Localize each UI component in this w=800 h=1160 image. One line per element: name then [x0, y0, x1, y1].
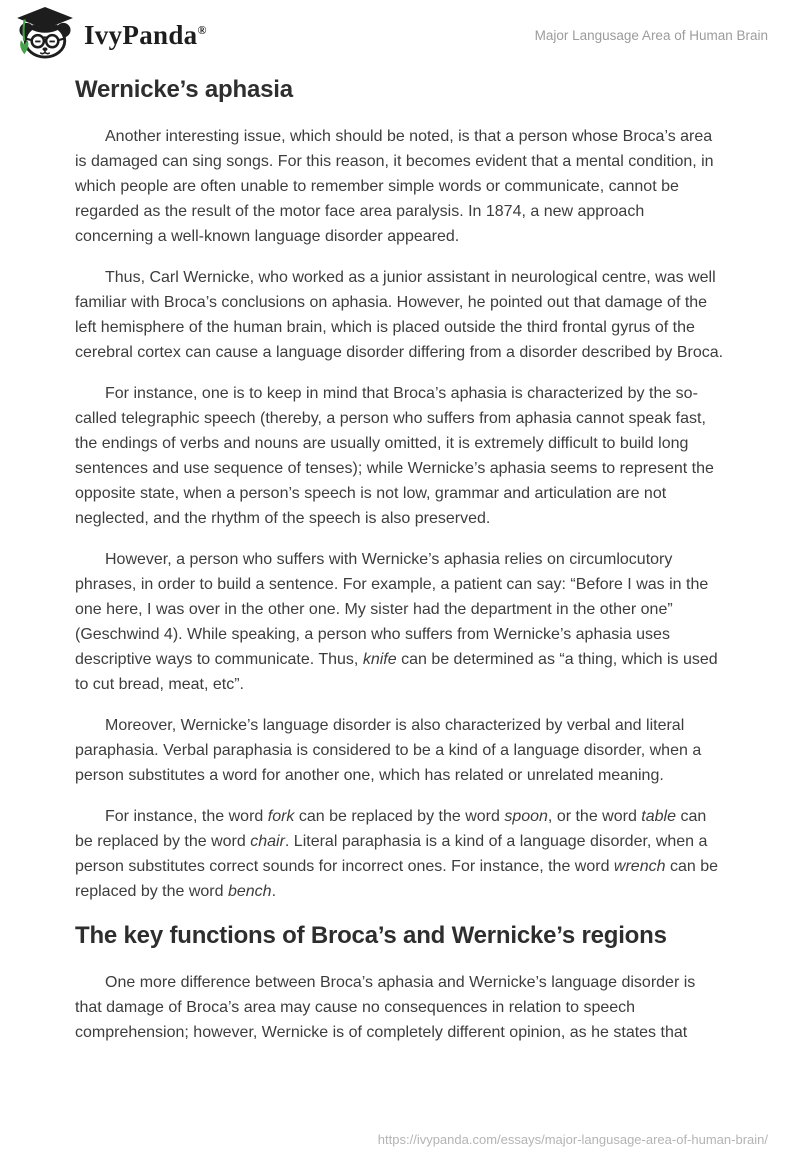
section-heading: Wernicke’s aphasia: [75, 76, 293, 103]
text-run: . Literal paraphasia is a kind of a language disorder, when a person substitutes correct sounds for incorrect ones. For instance, the word: [75, 833, 708, 875]
italic-text-run: wrench: [613, 858, 666, 875]
text-run: can be determined as “a thing, which is used to cut bread, meat, etc”.: [75, 651, 718, 693]
article: [0, 76, 800, 1045]
footer-page-url[interactable]: https://ivypanda.com/essays/major-langusage-area-of-human-brain/: [377, 1132, 768, 1147]
ivypanda-brand: [14, 6, 207, 64]
paragraph: [75, 381, 724, 531]
registered-trademark-symbol: ®: [197, 22, 207, 37]
italic-text-run: spoon: [504, 808, 548, 825]
text-run: Moreover, Wernicke’s language disorder is also characterized by verbal and literal paraphasia. Verbal paraphasia is considered to be a kind of a language disorder, when a person substitutes a word for another one, which has related or unrelated meaning.: [75, 717, 702, 784]
document-title: Major Langusage Area of Human Brain: [534, 27, 768, 43]
section-heading: The key functions of Broca’s and Wernicke’s regions: [75, 922, 667, 949]
text-run: .: [271, 883, 277, 900]
paragraph: [75, 124, 724, 249]
panda-graduate-icon: [14, 6, 76, 64]
paragraph: [75, 547, 724, 697]
italic-text-run: bench: [227, 883, 272, 900]
text-run: can be replaced by the word: [75, 808, 707, 850]
paragraph: [75, 265, 724, 365]
text-run: For instance, the word: [105, 808, 268, 825]
italic-text-run: chair: [250, 833, 285, 850]
paragraph: [75, 804, 724, 904]
paragraph: [75, 713, 724, 788]
text-run: However, a person who suffers with Wernicke’s aphasia relies on circumlocutory phrases, in order to build a sentence. For example, a patient can say: “Before I was in the one here, I was over in the other one. My sister had the department in the other one” (Geschwind 4). While speaking, a person who suffers from Wernicke’s aphasia uses descriptive ways to communicate. Thus,: [75, 551, 709, 668]
brand-name: IvyPanda®: [84, 19, 207, 50]
italic-text-run: knife: [362, 651, 397, 668]
text-run: , or the word: [547, 808, 642, 825]
text-run: can be replaced by the word: [75, 858, 718, 900]
text-run: can be replaced by the word: [294, 808, 505, 825]
text-run: Thus, Carl Wernicke, who worked as a junior assistant in neurological centre, was well familiar with Broca’s conclusions on aphasia. However, he pointed out that damage of the left hemisphere of the human brain, which is placed outside the third frontal gyrus of the cerebral cortex can cause a language disorder differing from a disorder described by Broca.: [75, 269, 724, 361]
text-run: For instance, one is to keep in mind that Broca’s aphasia is characterized by the so-called telegraphic speech (thereby, a person who suffers from aphasia cannot speak fast, the endings of verbs and nouns are usually omitted, it is extremely difficult to build long sentences and use sequence of tenses); while Wernicke’s aphasia seems to represent the opposite state, when a person’s speech is not low, grammar and articulation are not neglected, and the rhythm of the speech is also preserved.: [75, 385, 714, 527]
text-run: One more difference between Broca’s aphasia and Wernicke’s language disorder is that damage of Broca’s area may cause no consequences in relation to speech comprehension; however, Wernicke is of completely different opinion, as he states that: [75, 974, 696, 1041]
page-header: [0, 0, 800, 62]
paragraph: [75, 970, 724, 1045]
text-run: Another interesting issue, which should be noted, is that a person whose Broca’s area is damaged can sing songs. For this reason, it becomes evident that a mental condition, in which people are often unable to remember simple words or communicate, cannot be regarded as the result of the motor face area paralysis. In 1874, a new approach concerning a well-known language disorder appeared.: [75, 128, 714, 245]
italic-text-run: fork: [267, 808, 295, 825]
italic-text-run: table: [641, 808, 676, 825]
